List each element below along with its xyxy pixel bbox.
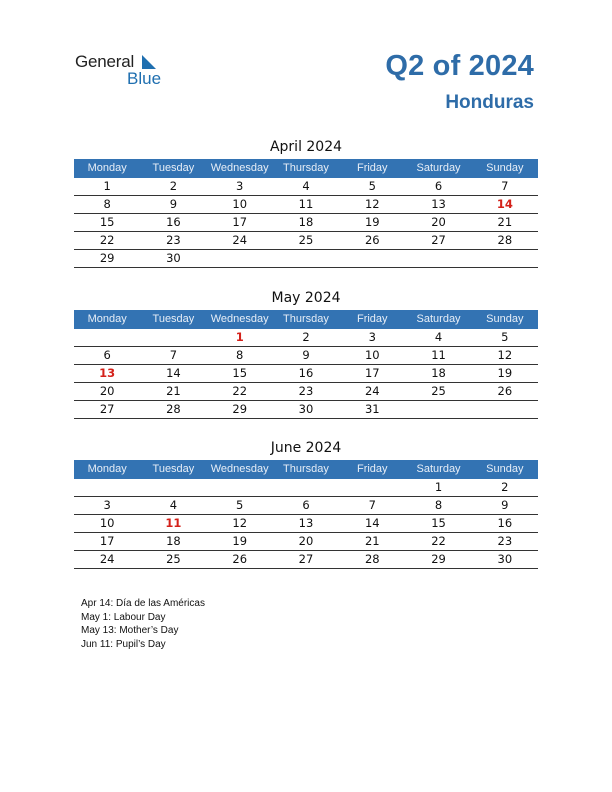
day-cell: 8 [434, 498, 443, 512]
day-cell: 21 [166, 384, 181, 398]
holiday-note: May 1: Labour Day [81, 611, 166, 623]
weekday-label: Wednesday [210, 313, 269, 325]
day-cell: 9 [501, 498, 509, 512]
day-cell: 13 [99, 366, 116, 380]
triangle-flag-icon [141, 54, 157, 70]
day-cell: 9 [169, 197, 178, 211]
day-cell: 28 [166, 402, 181, 416]
month-calendar-june [74, 438, 538, 569]
day-cell: 21 [364, 534, 380, 548]
day-cell: 27 [298, 552, 314, 566]
day-cell: 27 [431, 233, 446, 247]
day-cell: 10 [99, 516, 115, 530]
empty-day-cell [472, 250, 538, 267]
day-cell: 13 [298, 516, 314, 530]
day-cell: 14 [364, 516, 380, 530]
day-cell: 8 [103, 197, 111, 211]
day-cell: 6 [302, 498, 310, 512]
day-cell: 3 [236, 179, 244, 193]
holiday-notes [81, 597, 205, 651]
day-cell: 26 [232, 552, 248, 566]
weekday-label: Thursday [283, 463, 329, 475]
day-cell: 5 [236, 498, 244, 512]
day-cell: 10 [364, 348, 380, 362]
empty-day-cell [74, 329, 140, 346]
day-cell: 26 [497, 384, 513, 398]
month-calendar-april [74, 137, 538, 268]
day-cell: 17 [232, 215, 248, 229]
weekday-label: Thursday [283, 313, 329, 325]
day-cell: 11 [298, 197, 314, 211]
day-cell: 2 [169, 179, 178, 193]
weekday-header [74, 159, 538, 178]
day-cell: 25 [298, 233, 314, 247]
day-cell: 30 [298, 402, 314, 416]
week-row [74, 551, 538, 569]
day-cell: 12 [364, 197, 380, 211]
day-cell: 14 [496, 197, 513, 211]
day-cell: 30 [166, 251, 181, 265]
week-row [74, 401, 538, 419]
week-row [74, 347, 538, 365]
day-cell: 30 [497, 552, 513, 566]
brand-name-general: General [75, 52, 135, 71]
day-cell: 6 [434, 179, 443, 193]
empty-day-cell [339, 250, 405, 267]
day-cell: 19 [364, 215, 380, 229]
day-cell: 18 [166, 534, 181, 548]
week-row [74, 214, 538, 232]
day-cell: 7 [368, 498, 376, 512]
weekday-label: Sunday [486, 162, 524, 174]
week-row [74, 196, 538, 214]
month-title: April 2024 [269, 139, 343, 155]
day-cell: 15 [232, 366, 248, 380]
week-row [74, 497, 538, 515]
day-cell: 19 [497, 366, 513, 380]
week-row [74, 232, 538, 250]
week-row [74, 178, 538, 196]
weekday-label: Monday [87, 162, 127, 174]
holiday-note: Jun 11: Pupil’s Day [81, 638, 166, 650]
weekday-header [74, 460, 538, 479]
day-cell: 20 [99, 384, 115, 398]
day-cell: 31 [364, 402, 380, 416]
day-cell: 15 [99, 215, 115, 229]
day-cell: 2 [302, 330, 310, 344]
weekday-label: Wednesday [210, 463, 269, 475]
day-cell: 14 [166, 366, 181, 380]
weekday-label: Monday [87, 313, 127, 325]
day-cell: 29 [232, 402, 248, 416]
day-cell: 1 [103, 179, 111, 193]
day-cell: 20 [431, 215, 446, 229]
empty-day-cell [339, 479, 405, 496]
day-cell: 24 [364, 384, 380, 398]
day-cell: 27 [99, 402, 115, 416]
weekday-label: Tuesday [152, 463, 195, 475]
day-cell: 21 [497, 215, 513, 229]
day-cell: 8 [236, 348, 244, 362]
day-cell: 28 [364, 552, 380, 566]
country-name: Honduras [445, 92, 534, 113]
day-cell: 3 [368, 330, 376, 344]
weekday-label: Saturday [416, 313, 461, 325]
week-row [74, 329, 538, 347]
day-cell: 11 [165, 516, 182, 530]
empty-day-cell [140, 329, 206, 346]
empty-day-cell [273, 250, 339, 267]
day-cell: 17 [99, 534, 115, 548]
day-cell: 12 [232, 516, 248, 530]
holiday-note: Apr 14: Día de las Américas [81, 598, 205, 609]
day-cell: 9 [302, 348, 310, 362]
day-cell: 23 [497, 534, 513, 548]
day-cell: 13 [431, 197, 446, 211]
week-row [74, 479, 538, 497]
month-calendar-may [74, 288, 538, 419]
day-cell: 18 [298, 215, 314, 229]
day-cell: 7 [501, 179, 509, 193]
day-cell: 28 [497, 233, 513, 247]
weekday-label: Monday [87, 463, 127, 475]
day-cell: 15 [431, 516, 446, 530]
week-row [74, 533, 538, 551]
weekday-label: Friday [356, 313, 388, 325]
week-row [74, 365, 538, 383]
empty-day-cell [207, 250, 273, 267]
day-cell: 18 [431, 366, 446, 380]
day-cell: 2 [501, 480, 509, 494]
day-cell: 24 [232, 233, 248, 247]
day-cell: 25 [166, 552, 181, 566]
weekday-label: Tuesday [152, 313, 195, 325]
weekday-label: Sunday [486, 313, 524, 325]
day-cell: 12 [497, 348, 513, 362]
empty-day-cell [405, 401, 471, 418]
day-cell: 22 [99, 233, 115, 247]
weekday-header [74, 310, 538, 329]
weekday-label: Wednesday [210, 162, 269, 174]
day-cell: 4 [169, 498, 178, 512]
day-cell: 16 [298, 366, 314, 380]
day-cell: 26 [364, 233, 380, 247]
day-cell: 20 [298, 534, 314, 548]
empty-day-cell [273, 479, 339, 496]
week-row [74, 383, 538, 401]
day-cell: 1 [235, 330, 244, 344]
week-row [74, 515, 538, 533]
weekday-label: Friday [356, 162, 388, 174]
day-cell: 16 [166, 215, 181, 229]
weekday-label: Saturday [416, 463, 461, 475]
day-cell: 3 [103, 498, 111, 512]
weekday-label: Thursday [283, 162, 329, 174]
day-cell: 4 [434, 330, 443, 344]
day-cell: 17 [364, 366, 380, 380]
week-row [74, 250, 538, 268]
day-cell: 19 [232, 534, 248, 548]
day-cell: 29 [431, 552, 446, 566]
day-cell: 7 [169, 348, 178, 362]
day-cell: 6 [103, 348, 111, 362]
day-cell: 1 [434, 480, 443, 494]
day-cell: 23 [298, 384, 314, 398]
weekday-label: Tuesday [152, 162, 195, 174]
holiday-note: May 13: Mother’s Day [81, 625, 179, 636]
day-cell: 10 [232, 197, 248, 211]
weekday-label: Saturday [416, 162, 461, 174]
day-cell: 24 [99, 552, 115, 566]
day-cell: 22 [431, 534, 446, 548]
empty-day-cell [74, 479, 140, 496]
day-cell: 23 [166, 233, 181, 247]
weekday-label: Sunday [486, 463, 524, 475]
brand-name-blue: Blue [127, 69, 162, 88]
empty-day-cell [207, 479, 273, 496]
empty-day-cell [472, 401, 538, 418]
empty-day-cell [140, 479, 206, 496]
day-cell: 5 [368, 179, 376, 193]
month-title: May 2024 [271, 290, 341, 306]
day-cell: 4 [302, 179, 310, 193]
day-cell: 11 [431, 348, 446, 362]
empty-day-cell [405, 250, 471, 267]
day-cell: 5 [501, 330, 509, 344]
page-title: Q2 of 2024 [385, 50, 534, 82]
month-title: June 2024 [270, 440, 342, 456]
brand-logo [75, 52, 185, 92]
day-cell: 22 [232, 384, 248, 398]
day-cell: 25 [431, 384, 446, 398]
day-cell: 29 [99, 251, 115, 265]
weekday-label: Friday [356, 463, 388, 475]
day-cell: 16 [497, 516, 513, 530]
